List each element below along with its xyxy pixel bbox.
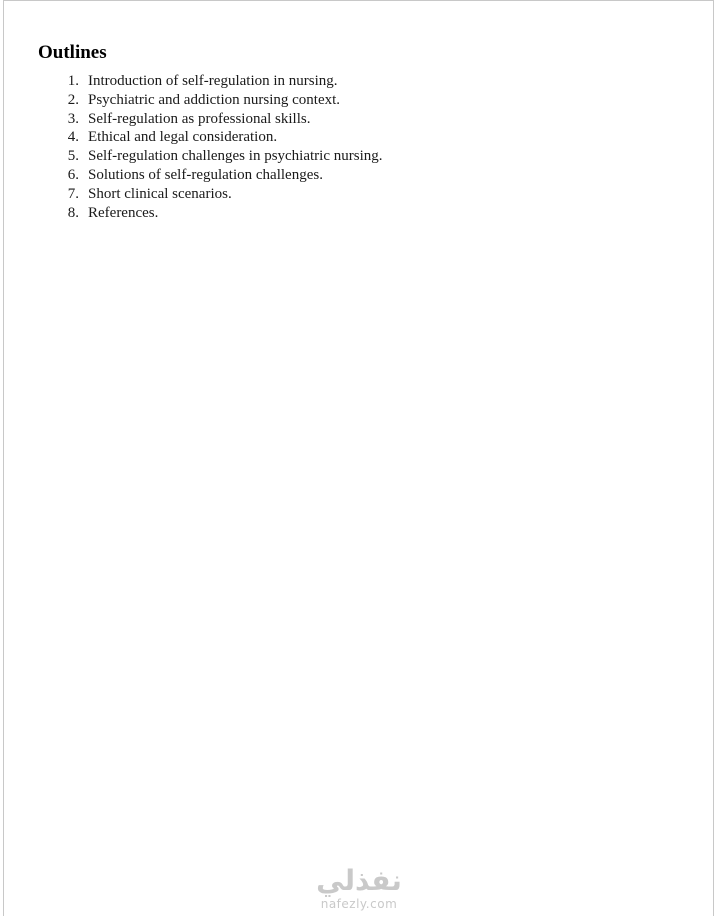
outline-item-text: Self-regulation as professional skills. bbox=[88, 110, 311, 127]
watermark-logo: نفذلي bbox=[316, 864, 402, 897]
outline-item-number: 8. bbox=[67, 204, 79, 221]
outline-item-text: Self-regulation challenges in psychiatric nursing. bbox=[88, 148, 383, 165]
outline-item bbox=[38, 91, 693, 110]
outline-item-text: Ethical and legal consideration. bbox=[88, 129, 278, 146]
outline-item-text: Short clinical scenarios. bbox=[88, 185, 232, 202]
outline-item-number: 1. bbox=[67, 73, 79, 89]
outline-item-text: Psychiatric and addiction nursing context. bbox=[88, 91, 341, 108]
outline-item bbox=[38, 147, 693, 166]
outline-item bbox=[38, 185, 693, 204]
outline-item bbox=[38, 166, 693, 185]
outline-item-number: 4. bbox=[67, 129, 79, 146]
outline-item-number: 3. bbox=[67, 110, 79, 127]
outline-item-text: References. bbox=[88, 204, 159, 221]
outline-item-number: 7. bbox=[67, 185, 79, 202]
outline-item-number: 2. bbox=[67, 91, 79, 108]
outline-item bbox=[38, 128, 693, 147]
outline-item bbox=[38, 204, 693, 223]
outlines-heading: Outlines bbox=[38, 42, 107, 63]
outline-list bbox=[38, 72, 693, 222]
outline-item-number: 6. bbox=[67, 166, 79, 183]
outline-item bbox=[38, 72, 693, 91]
document-page bbox=[3, 0, 714, 916]
outline-item-text: Introduction of self-regulation in nursing. bbox=[88, 73, 338, 89]
outline-item-number: 5. bbox=[67, 148, 79, 165]
outline-item bbox=[38, 110, 693, 129]
outline-item-text: Solutions of self-regulation challenges. bbox=[88, 166, 323, 183]
page-content bbox=[38, 42, 693, 222]
watermark-url: nafezly.com bbox=[320, 897, 398, 911]
